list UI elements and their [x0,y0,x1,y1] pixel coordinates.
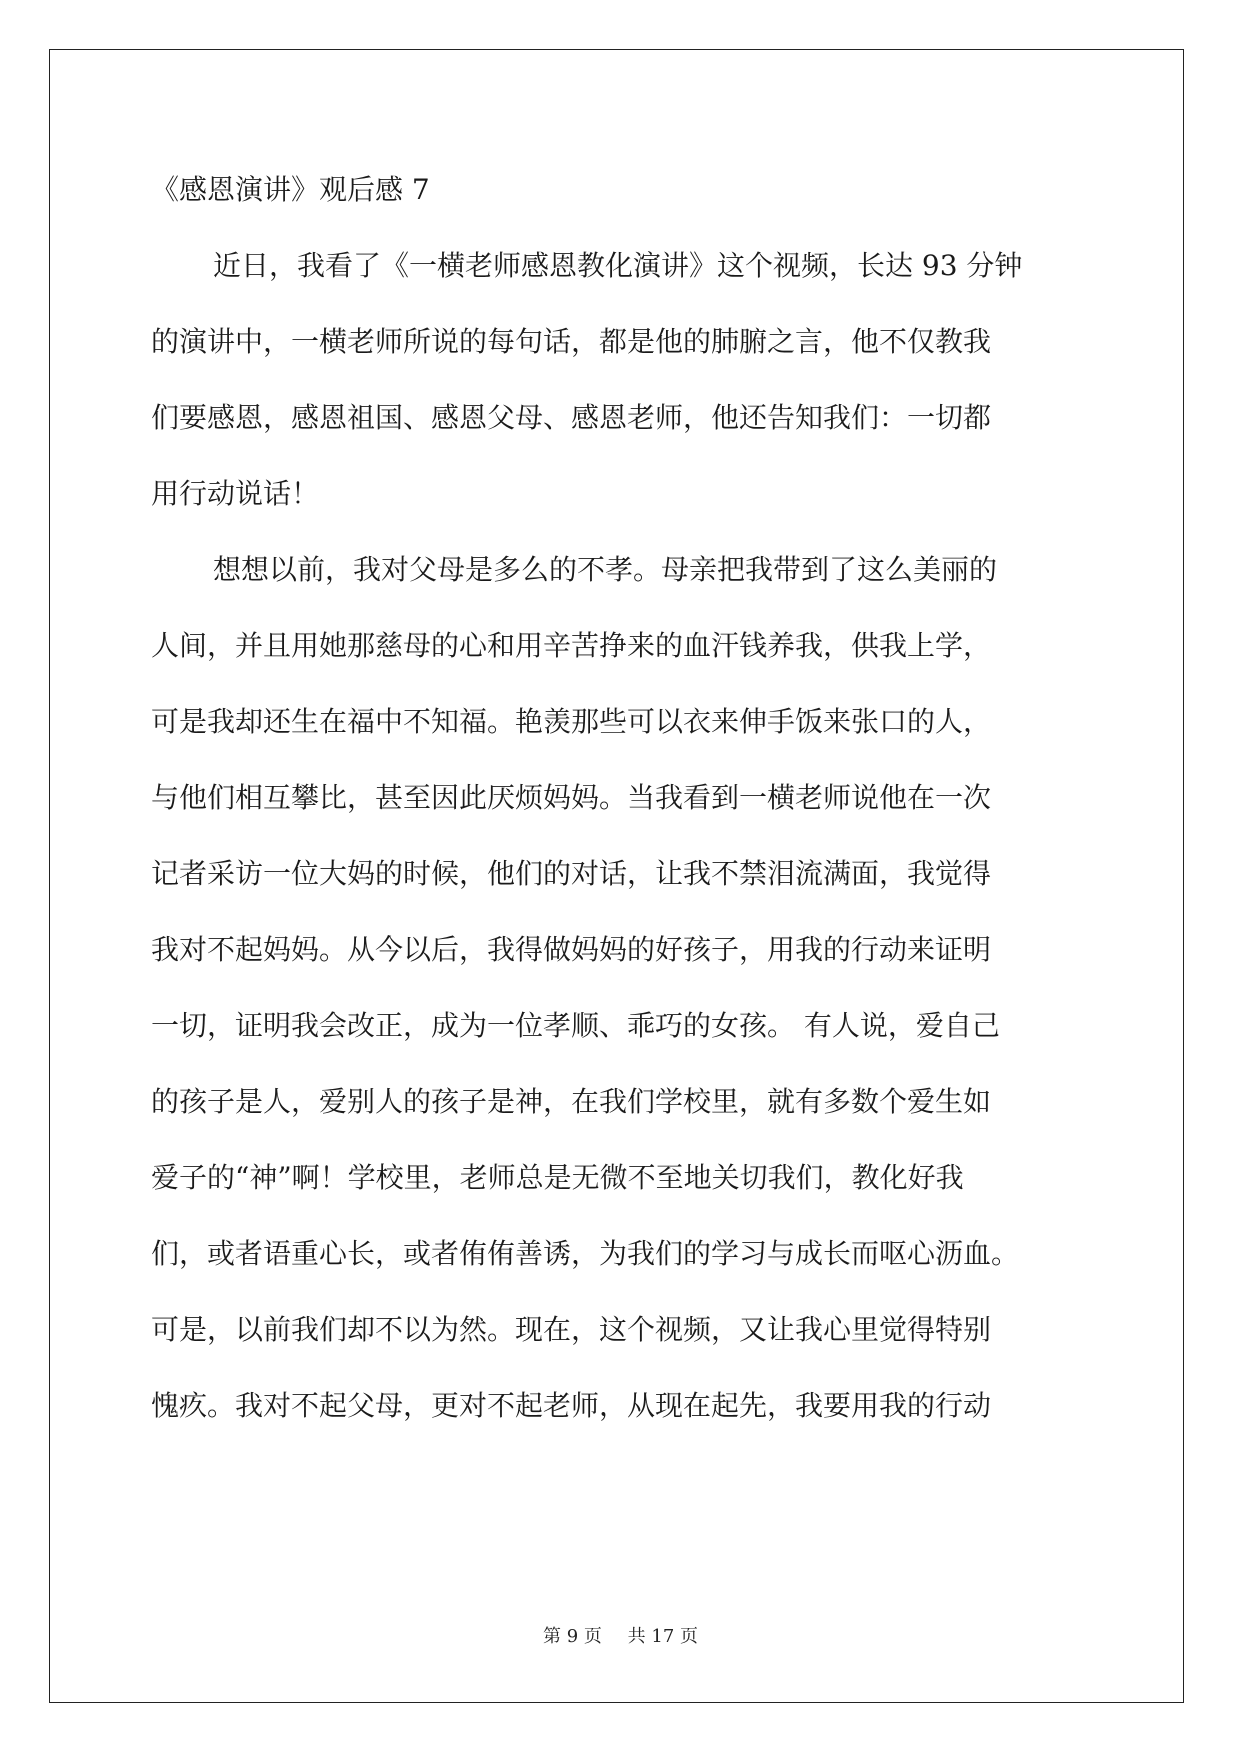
paragraph-line: 爱子的“神”啊！学校里，老师总是无微不至地关切我们，教化好我 [151,1161,964,1194]
paragraph-line: 们要感恩，感恩祖国、感恩父母、感恩老师，他还告知我们：一切都 [151,401,992,434]
paragraph-line: 们，或者语重心长，或者侑侑善诱，为我们的学习与成长而呕心沥血。 [151,1237,1020,1270]
paragraph-line: 可是，以前我们却不以为然。现在，这个视频，又让我心里觉得特别 [151,1313,992,1346]
paragraph-line: 人间，并且用她那慈母的心和用辛苦挣来的血汗钱养我，供我上学， [151,629,992,662]
document-body [151,152,1081,1444]
page-footer [0,1622,1241,1648]
page-number: 第 9 页 [543,1626,602,1647]
paragraph-line: 用行动说话！ [151,477,320,510]
paragraph-line: 近日，我看了《一横老师感恩教化演讲》这个视频，长达 93 分钟 [213,249,1023,282]
paragraph-line: 我对不起妈妈。从今以后，我得做妈妈的好孩子，用我的行动来证明 [151,933,992,966]
paragraph-line: 愧疚。我对不起父母，更对不起老师，从现在起先，我要用我的行动 [151,1389,992,1422]
paragraph-line: 记者采访一位大妈的时候，他们的对话，让我不禁泪流满面，我觉得 [151,857,992,890]
paragraph-line: 与他们相互攀比，甚至因此厌烦妈妈。当我看到一横老师说他在一次 [151,781,992,814]
paragraph-line: 的孩子是人，爱别人的孩子是神，在我们学校里，就有多数个爱生如 [151,1085,992,1118]
paragraph-line: 想想以前，我对父母是多么的不孝。母亲把我带到了这么美丽的 [213,553,998,586]
document-title: 《感恩演讲》观后感 7 [151,173,430,206]
paragraph-line: 的演讲中，一横老师所说的每句话，都是他的肺腑之言，他不仅教我 [151,325,992,358]
page-total: 共 17 页 [627,1626,698,1647]
paragraph-line: 一切，证明我会改正，成为一位孝顺、乖巧的女孩。 有人说，爱自己 [151,1009,1000,1042]
paragraph-line: 可是我却还生在福中不知福。艳羡那些可以衣来伸手饭来张口的人， [151,705,992,738]
